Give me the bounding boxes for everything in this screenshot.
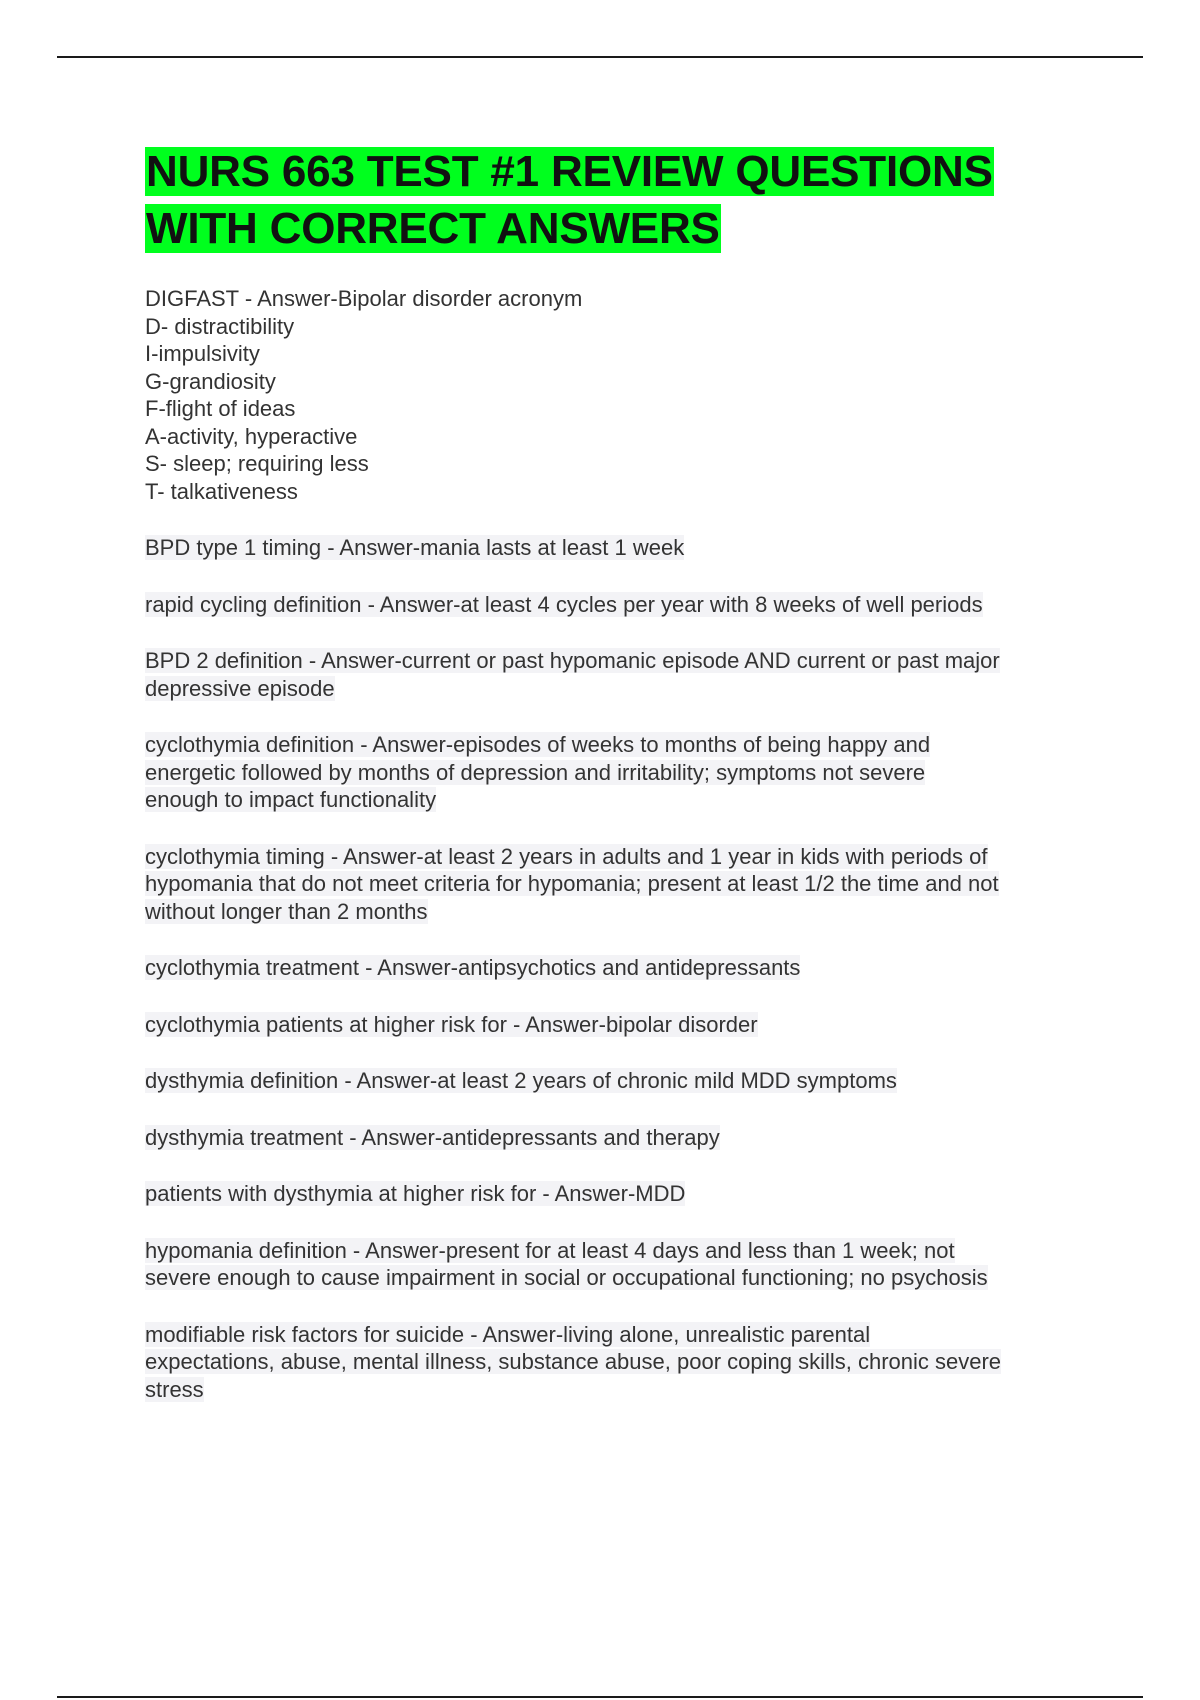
qa-item [145,1237,1095,1292]
qa-line [145,1237,1095,1265]
qa-line-text: cyclothymia definition - Answer-episodes of weeks to months of being happy and [145,732,931,757]
qa-item [145,1180,1095,1208]
qa-line [145,1067,1095,1095]
qa-line-text: DIGFAST - Answer-Bipolar disorder acronym [145,286,583,311]
qa-line [145,1348,1095,1376]
qa-line-text: severe enough to cause impairment in social or occupational functioning; no psychosis [145,1265,988,1290]
qa-line-text: expectations, abuse, mental illness, substance abuse, poor coping skills, chronic severe [145,1349,1002,1374]
qa-line-text: rapid cycling definition - Answer-at least 4 cycles per year with 8 weeks of well periods [145,591,983,617]
qa-line [145,478,1095,506]
qa-line [145,647,1095,675]
qa-line-text: BPD 2 definition - Answer-current or past hypomanic episode AND current or past major [145,648,1000,673]
qa-item [145,1124,1095,1152]
qa-list [145,285,1095,1403]
qa-line-text: enough to impact functionality [145,787,437,812]
qa-line [145,395,1095,423]
qa-line [145,591,1095,619]
qa-line [145,1011,1095,1039]
qa-line-text: I-impulsivity [145,341,260,366]
qa-line [145,1124,1095,1152]
qa-line-text: hypomania that do not meet criteria for hypomania; present at least 1/2 the time and not [145,871,999,896]
qa-line-text: cyclothymia patients at higher risk for - Answer-bipolar disorder [145,1011,758,1037]
qa-line [145,759,1095,787]
qa-line-text: A-activity, hyperactive [145,423,358,449]
qa-item [145,1321,1095,1404]
qa-line-text: dysthymia treatment - Answer-antidepressants and therapy [145,1124,720,1150]
qa-item [145,285,1095,505]
qa-line [145,786,1095,814]
qa-line-text: T- talkativeness [145,478,298,504]
qa-line-text: S- sleep; requiring less [145,451,369,476]
qa-item [145,591,1095,619]
qa-line [145,285,1095,313]
qa-item [145,534,1095,562]
qa-line [145,843,1095,871]
qa-line-text: dysthymia definition - Answer-at least 2 years of chronic mild MDD symptoms [145,1068,897,1093]
qa-line [145,731,1095,759]
qa-line-text: cyclothymia treatment - Answer-antipsychotics and antidepressants [145,955,801,980]
document-title [145,143,1095,257]
qa-line-text: patients with dysthymia at higher risk for - Answer-MDD [145,1181,686,1206]
qa-line-text: G-grandiosity [145,368,276,394]
qa-line [145,534,1095,562]
qa-line [145,898,1095,926]
qa-line [145,450,1095,478]
qa-item [145,1067,1095,1095]
qa-line-text: F-flight of ideas [145,396,296,421]
qa-item [145,1011,1095,1039]
qa-item [145,731,1095,814]
qa-line-text: hypomania definition - Answer-present for at least 4 days and less than 1 week; not [145,1237,955,1263]
qa-line [145,1321,1095,1349]
qa-line [145,368,1095,396]
qa-item [145,843,1095,926]
qa-line [145,954,1095,982]
qa-line [145,1376,1095,1404]
qa-line-text: cyclothymia timing - Answer-at least 2 years in adults and 1 year in kids with periods of [145,843,988,869]
qa-line [145,870,1095,898]
qa-line-text: without longer than 2 months [145,898,428,924]
bottom-divider [57,1696,1143,1698]
qa-line [145,313,1095,341]
qa-line-text: energetic followed by months of depression and irritability; symptoms not severe [145,759,926,785]
qa-line [145,340,1095,368]
document-body [145,143,1095,1432]
qa-line [145,1180,1095,1208]
title-line-1: NURS 663 TEST #1 REVIEW QUESTIONS [146,147,993,196]
qa-line [145,1264,1095,1292]
qa-line-text: D- distractibility [145,313,295,339]
qa-line-text: modifiable risk factors for suicide - Answer-living alone, unrealistic parental [145,1321,871,1347]
top-divider [57,56,1143,58]
qa-item [145,647,1095,702]
qa-item [145,954,1095,982]
qa-line [145,423,1095,451]
qa-line-text: depressive episode [145,675,335,701]
qa-line-text: stress [145,1376,204,1402]
qa-line [145,675,1095,703]
qa-line-text: BPD type 1 timing - Answer-mania lasts at least 1 week [145,535,685,560]
title-line-2: WITH CORRECT ANSWERS [146,204,720,253]
